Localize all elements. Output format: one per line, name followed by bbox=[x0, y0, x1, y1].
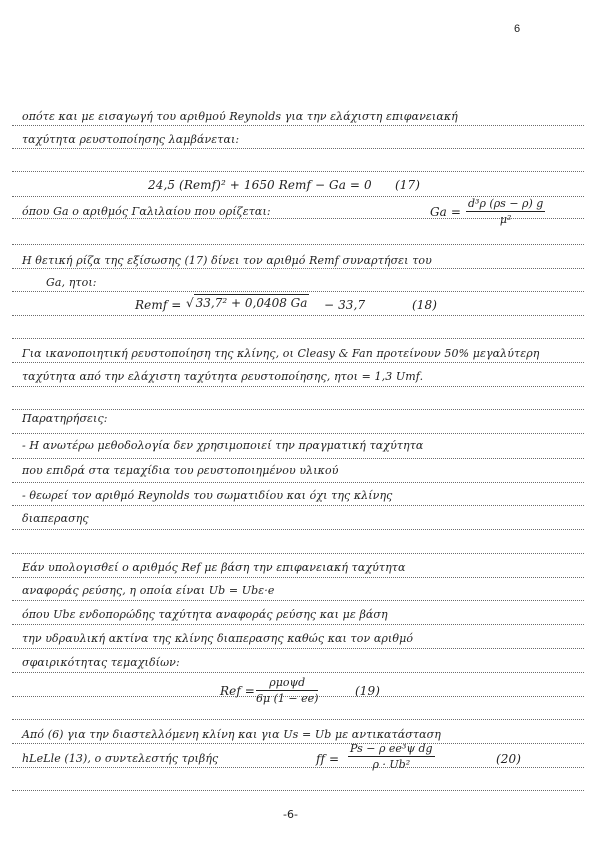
observation-2-line-2: διαπερασης bbox=[22, 512, 89, 525]
text-line-5: Η θετική ρίζα της εξίσωσης (17) δίνει τον αριθμό Remf συναρτήσει του bbox=[22, 254, 432, 267]
text-line-17: την υδραυλική ακτίνα της κλίνης διαπερασης καθώς και τον αριθμό bbox=[22, 632, 414, 645]
text-line-6: Ga, ητοι: bbox=[46, 276, 97, 289]
ruled-line bbox=[12, 125, 584, 126]
ruled-line bbox=[12, 244, 584, 245]
page-number-bottom: -6- bbox=[283, 808, 298, 821]
text-line-18: σφαιρικότητας τεμαχιδίων: bbox=[22, 656, 180, 669]
ruled-line bbox=[12, 386, 584, 387]
observations-heading: Παρατηρήσεις: bbox=[22, 412, 108, 425]
ruled-line bbox=[12, 767, 584, 768]
equation-20-lhs: ff = bbox=[316, 752, 340, 766]
ga-fraction bbox=[466, 197, 545, 226]
text-line-8: ταχύτητα από την ελάχιστη ταχύτητα ρευστοποίησης, ητοι = 1,3 Umf. bbox=[22, 370, 424, 383]
equation-17: 24,5 (Remf)² + 1650 Remf − Ga = 0 bbox=[148, 178, 372, 192]
ga-numerator: d³ρ (ρs − ρ) g bbox=[468, 197, 544, 210]
equation-18-lhs: Remf = bbox=[135, 298, 182, 312]
equation-18-sqrt bbox=[186, 296, 309, 310]
text-line-1: οπότε και με εισαγωγή του αριθμού Reynolds για την ελάχιστη επιφανειακή bbox=[22, 110, 458, 123]
ruled-line bbox=[12, 433, 584, 434]
equation-20-denominator: ρ · Ub² bbox=[372, 758, 411, 771]
ga-lhs: Ga = bbox=[430, 205, 462, 219]
equation-19-denominator: 6μ (1 − ee) bbox=[256, 692, 319, 705]
ga-denominator: μ² bbox=[499, 213, 512, 226]
text-line-19: Από (6) για την διαστελλόμενη κλίνη και για Us = Ub με αντικατάσταση bbox=[22, 728, 441, 741]
equation-17-tag: (17) bbox=[395, 178, 421, 192]
text-line-14: Εάν υπολογισθεί ο αριθμός Ref με βάση την επιφανειακή ταχύτητα bbox=[22, 561, 406, 574]
text-line-15: αναφοράς ρεύσης, η οποία είναι Ub = Ubε·e bbox=[22, 584, 275, 597]
ruled-line bbox=[12, 553, 584, 554]
ruled-line bbox=[12, 743, 584, 744]
ruled-line bbox=[12, 648, 584, 649]
ruled-line bbox=[12, 148, 584, 149]
ruled-line bbox=[12, 268, 584, 269]
equation-18-rest: − 33,7 bbox=[324, 298, 366, 312]
observation-1-line-2: που επιδρά στα τεμαχίδια του ρευστοποιημένου υλικού bbox=[22, 464, 339, 477]
text-line-7: Για ικανοποιητική ρευστοποίηση της κλίνης, οι Cleasy & Fan προτείνουν 50% μεγαλύτερη bbox=[22, 347, 540, 360]
equation-20-tag: (20) bbox=[496, 752, 522, 766]
text-line-16: όπου Ubε ενδοπορώδης ταχύτητα αναφοράς ρεύσης και με βάση bbox=[22, 608, 388, 621]
page-number-top: 6 bbox=[514, 23, 521, 35]
ruled-line bbox=[12, 505, 584, 506]
equation-20-fraction bbox=[348, 742, 435, 771]
ruled-line bbox=[12, 482, 584, 483]
equation-19-lhs: Ref = bbox=[220, 684, 255, 698]
ruled-line bbox=[12, 315, 584, 316]
ruled-line bbox=[12, 458, 584, 459]
observation-1-line-1: - Η ανωτέρω μεθοδολογία δεν χρησιμοποιεί την πραγματική ταχύτητα bbox=[22, 439, 424, 452]
equation-19-fraction bbox=[256, 676, 318, 705]
equation-19-tag: (19) bbox=[355, 684, 381, 698]
ruled-line bbox=[12, 291, 584, 292]
equation-18-radicand: 33,7² + 0,0408 Ga bbox=[195, 296, 308, 310]
sqrt-icon: √ bbox=[186, 296, 194, 310]
ruled-line bbox=[12, 624, 584, 625]
observation-2-line-1: - θεωρεί τον αριθμό Reynolds του σωματιδίου και όχι της κλίνης bbox=[22, 489, 393, 502]
ruled-line bbox=[12, 529, 584, 530]
ruled-line bbox=[12, 672, 584, 673]
text-line-2: ταχύτητα ρευστοποίησης λαμβάνεται: bbox=[22, 133, 240, 146]
ruled-line bbox=[12, 171, 584, 172]
text-line-ga: όπου Ga ο αριθμός Γαλιλαίου που ορίζεται: bbox=[22, 205, 271, 218]
equation-19-numerator: ρμοψd bbox=[256, 676, 318, 691]
ruled-line bbox=[12, 338, 584, 339]
ruled-line bbox=[12, 362, 584, 363]
ruled-line bbox=[12, 790, 584, 791]
text-line-20: hLeLle (13), ο συντελεστής τριβής bbox=[22, 752, 219, 765]
equation-18-tag: (18) bbox=[412, 298, 438, 312]
equation-20-numerator: Ps − ρ ee³ψ dg bbox=[350, 742, 433, 755]
ruled-line bbox=[12, 409, 584, 410]
ruled-line bbox=[12, 600, 584, 601]
ruled-line bbox=[12, 577, 584, 578]
ruled-line bbox=[12, 719, 584, 720]
